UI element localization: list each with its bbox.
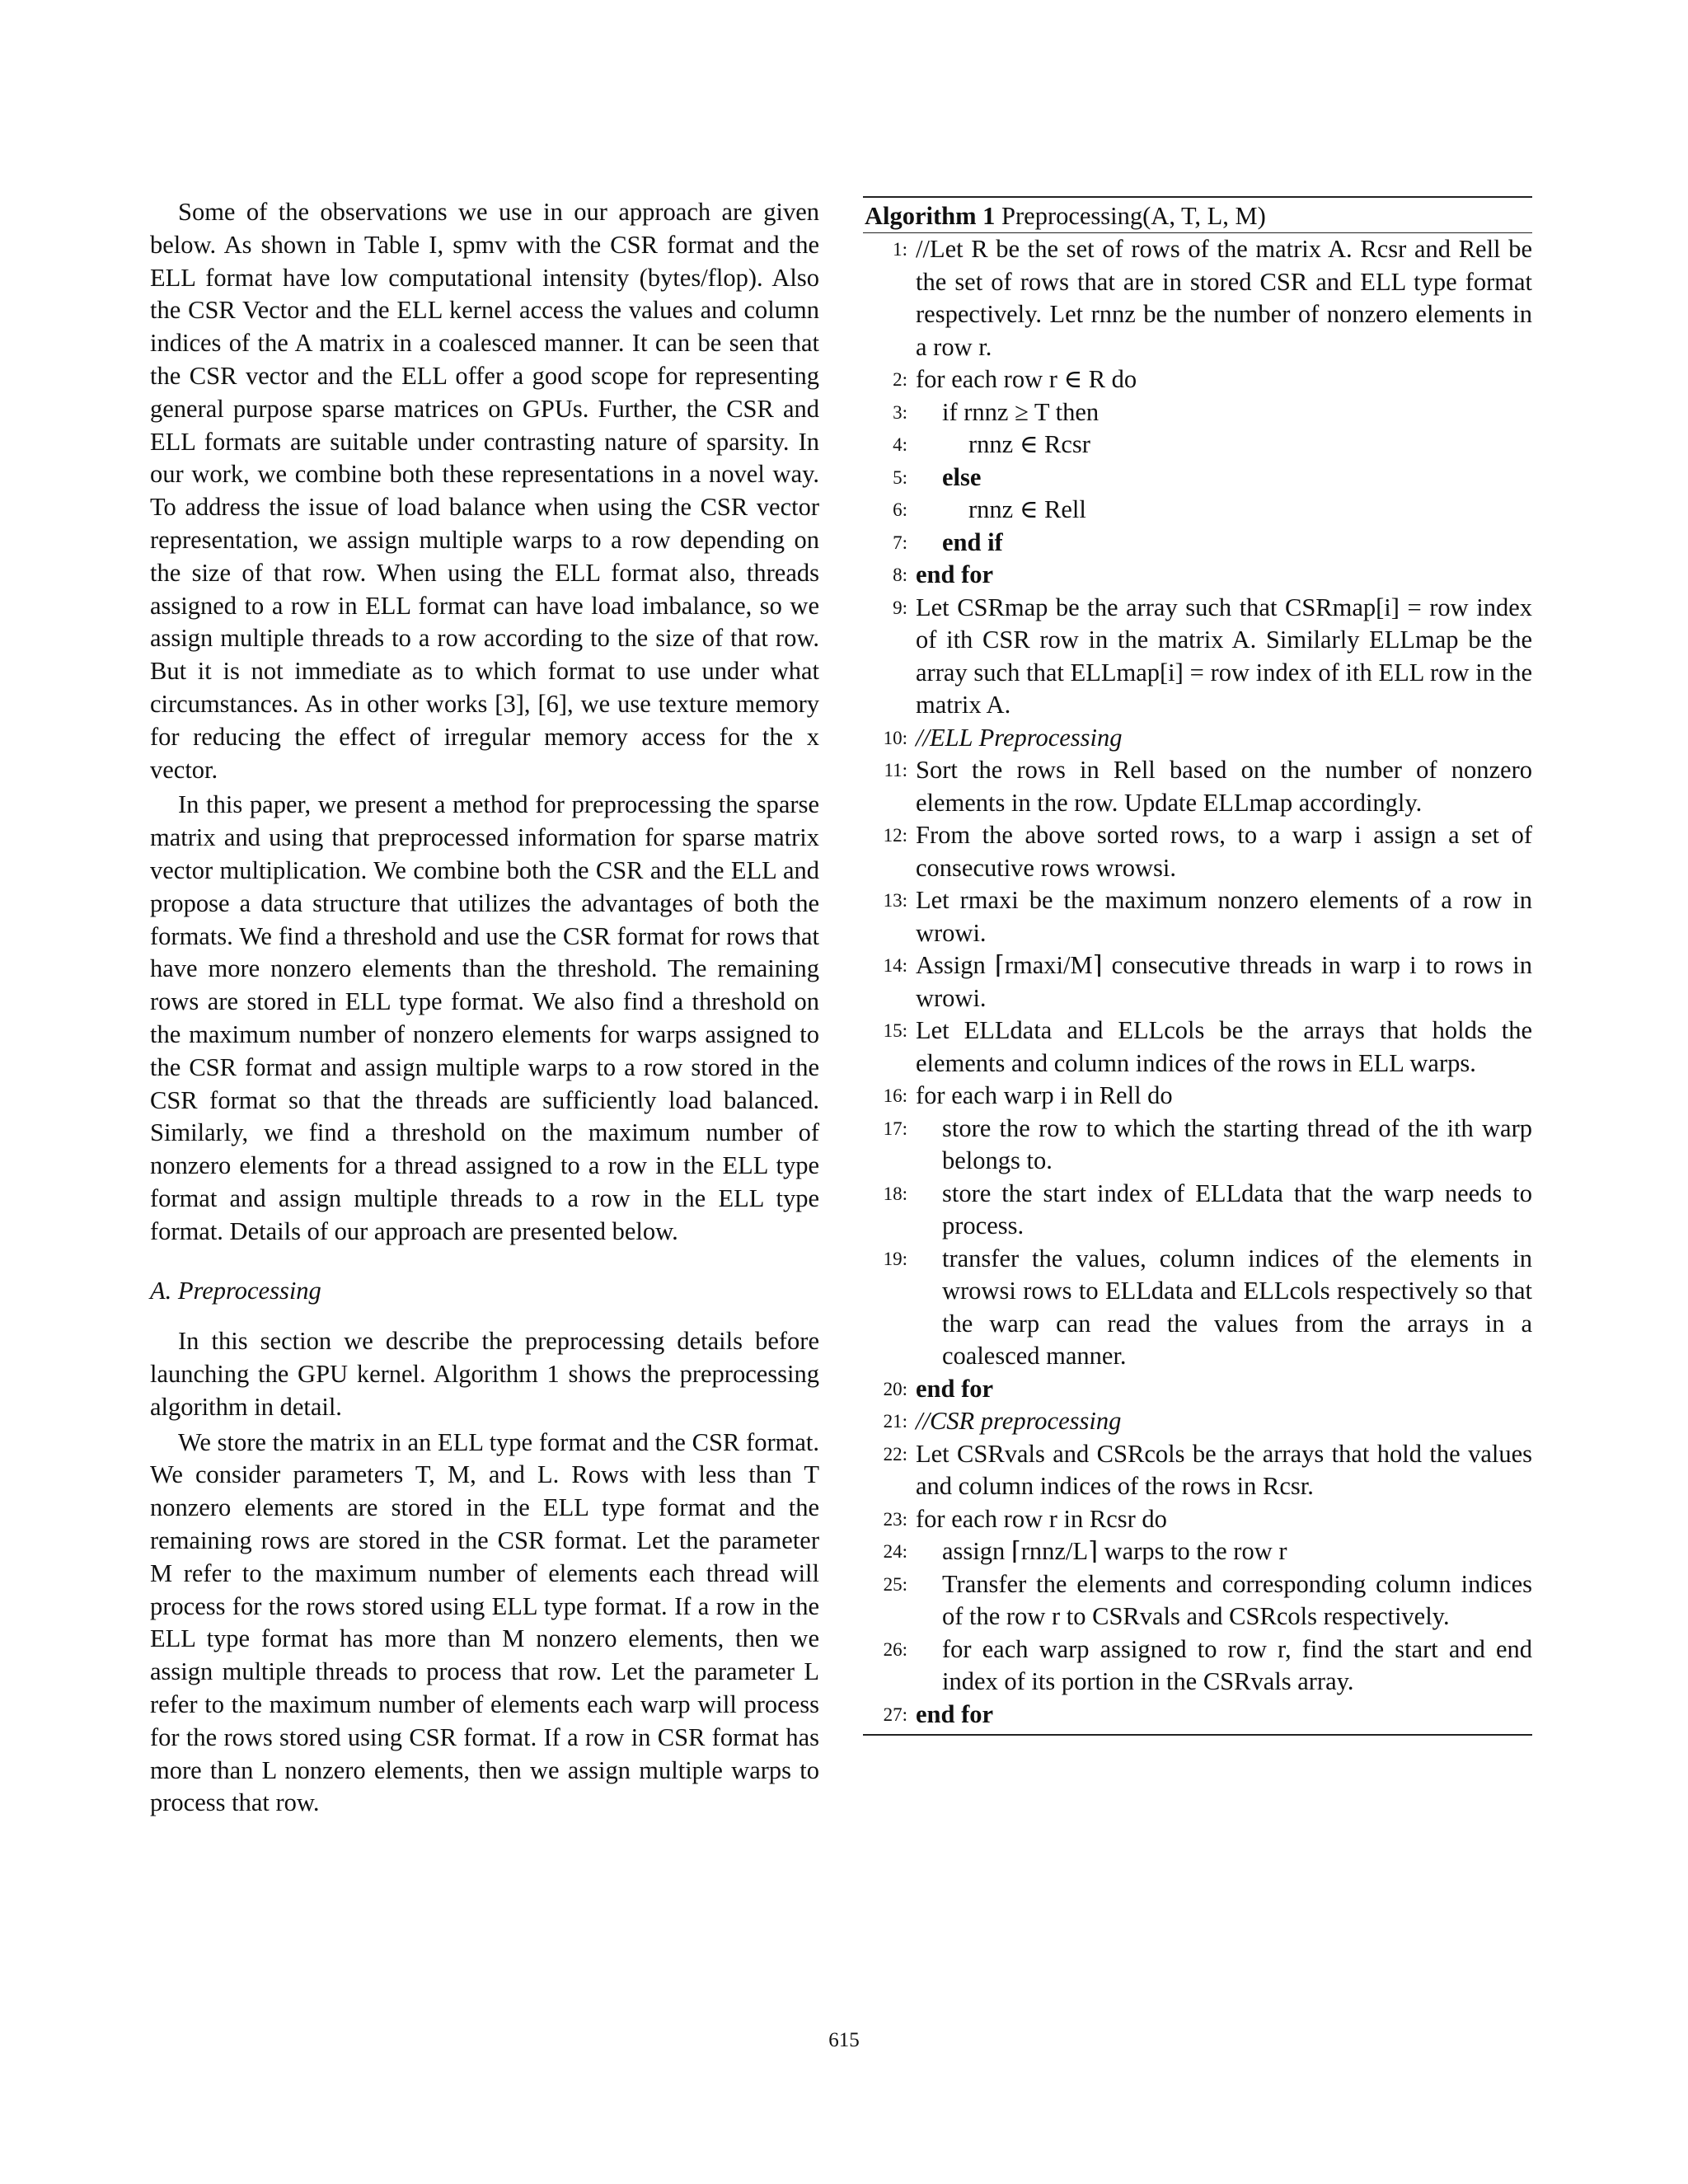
line-number: 7:	[893, 532, 907, 553]
algorithm-line	[863, 1438, 1532, 1503]
line-number: 18:	[883, 1183, 907, 1204]
line-number: 23:	[883, 1508, 907, 1530]
algorithm-block	[863, 196, 1532, 1736]
line-text: Let CSRvals and CSRcols be the arrays that hold the values and column indices of the rows in Rcsr.	[916, 1439, 1532, 1500]
line-number: 14:	[883, 955, 907, 976]
line-text: assign ⌈rnnz/L⌉ warps to the row r	[942, 1537, 1287, 1565]
line-text: end if	[942, 527, 1003, 556]
algorithm-line	[863, 494, 1532, 527]
line-number: 25:	[883, 1573, 907, 1595]
line-text: end for	[916, 560, 994, 588]
line-text: //CSR preprocessing	[916, 1407, 1122, 1435]
line-text: else	[942, 462, 982, 491]
paragraph-parameters: We store the matrix in an ELL type format and the CSR format. We consider parameters T, M, and L. Rows with less than T nonzero elements are stored in the ELL type format and the remaining rows are stored in the CSR format. Let the parameter M refer to the maximum number of elements each thread will process for the rows stored using ELL type format. If a row in the ELL type format has more than M nonzero elements, then we assign multiple threads to process that row. Let the parameter L refer to the maximum number of elements each warp will process for the rows stored using CSR format. If a row in CSR format has more than L nonzero elements, then we assign multiple warps to process that row.	[150, 1427, 819, 1817]
line-number: 8:	[893, 565, 907, 585]
line-text: Let ELLdata and ELLcols be the arrays that holds the elements and column indices of the rows in ELL warps.	[916, 1016, 1532, 1077]
line-number: 6:	[893, 499, 907, 520]
line-text: end for	[916, 1374, 994, 1403]
line-number: 9:	[893, 597, 907, 618]
algorithm-line	[863, 1699, 1532, 1732]
line-text: rnnz ∈ Rell	[968, 495, 1086, 523]
algorithm-lines	[863, 233, 1532, 1731]
line-number: 16:	[883, 1085, 907, 1106]
paragraph-observations: Some of the observations we use in our approach are given below. As shown in Table I, spmv with the CSR format and the ELL format have low computational intensity (bytes/flop). Also the CSR Vector and the ELL kernel access the values and column indices of the A matrix in a coalesced manner. It can be seen that the CSR vector and the ELL offer a good scope for representing general purpose sparse matrices on GPUs. Further, the CSR and ELL formats are suitable under contrasting nature of sparsity. In our work, we combine both these representations in a novel way. To address the issue of load balance when using the CSR vector representation, we assign multiple warps to a row depending on the size of that row. When using the ELL format also, threads assigned to a row in ELL format can have load imbalance, so we assign multiple threads to a row according to the size of that row. But it is not immediate as to which format to use under what circumstances. As in other works [3], [6], we use texture memory for reducing the effect of irregular memory access for the x vector.	[150, 198, 819, 784]
line-text: Let CSRmap be the array such that CSRmap[i] = row index of ith CSR row in the matrix A. Similarly ELLmap be the array such that ELLmap[i] = row index of ith ELL row in the matrix A.	[916, 593, 1532, 719]
paragraph-method-overview: In this paper, we present a method for preprocessing the sparse matrix and using that preprocessed information for sparse matrix vector multiplication. We combine both the CSR and the ELL and propose a data structure that utilizes the advantages of both the formats. We find a threshold and use the CSR format for rows that have more nonzero elements than the threshold. The remaining rows are stored in ELL type format. We also find a threshold on the maximum number of nonzero elements for warps assigned to the CSR format and assign multiple warps to a row stored in the CSR format so that the threads are sufficiently load balanced. Similarly, we find a threshold on the maximum number of nonzero elements for a thread assigned to a row in the ELL type format and assign multiple threads to a row in the ELL type format. Details of our approach are presented below.	[150, 790, 819, 1245]
algorithm-line	[863, 1015, 1532, 1080]
line-text: for each row r ∈ R do	[916, 365, 1137, 393]
line-number: 24:	[883, 1541, 907, 1562]
line-text: Assign ⌈rmaxi/M⌉ consecutive threads in warp i to rows in wrowi.	[916, 951, 1532, 1012]
line-text: rnnz ∈ Rcsr	[968, 430, 1090, 458]
algorithm-line	[863, 949, 1532, 1015]
algorithm-line	[863, 1243, 1532, 1373]
page-number: 615	[828, 2029, 860, 2051]
algorithm-line	[863, 819, 1532, 884]
algorithm-label: Algorithm 1	[865, 202, 996, 230]
algorithm-line	[863, 754, 1532, 819]
algorithm-line	[863, 1080, 1532, 1113]
algorithm-line	[863, 462, 1532, 494]
algorithm-line	[863, 1535, 1532, 1568]
paragraph-preprocessing-intro: In this section we describe the preprocessing details before launching the GPU kernel. Algorithm 1 shows the preprocessing algorithm in detail.	[150, 1327, 819, 1421]
algorithm-line	[863, 396, 1532, 429]
line-text: //ELL Preprocessing	[916, 723, 1123, 752]
line-number: 17:	[883, 1118, 907, 1139]
line-text: //Let R be the set of rows of the matrix A. Rcsr and Rell be the set of rows that are in stored CSR and ELL type format respectively. Let rnnz be the number of nonzero elements in a row r.	[916, 235, 1532, 361]
algorithm-title: Preprocessing(A, T, L, M)	[1001, 202, 1266, 230]
algorithm-line	[863, 527, 1532, 560]
line-text: store the row to which the starting thread of the ith warp belongs to.	[942, 1113, 1532, 1174]
line-text: if rnnz ≥ T then	[942, 397, 1100, 426]
line-text: store the start index of ELLdata that the warp needs to process.	[942, 1179, 1532, 1240]
algorithm-line	[863, 1633, 1532, 1699]
algorithm-line	[863, 559, 1532, 592]
line-text: for each warp assigned to row r, find the start and end index of its portion in the CSRvals array.	[942, 1634, 1532, 1695]
line-text: Let rmaxi be the maximum nonzero elements of a row in wrowi.	[916, 886, 1532, 947]
line-number: 15:	[883, 1020, 907, 1041]
line-number: 26:	[883, 1638, 907, 1660]
algorithm-line	[863, 722, 1532, 755]
algorithm-line	[863, 233, 1532, 363]
section-heading-preprocessing: A. Preprocessing	[150, 1276, 321, 1305]
line-text: end for	[916, 1699, 994, 1728]
algorithm-line	[863, 363, 1532, 396]
line-number: 11:	[884, 760, 907, 780]
line-text: Transfer the elements and corresponding column indices of the row r to CSRvals and CSRcols respectively.	[942, 1569, 1532, 1630]
line-text: From the above sorted rows, to a warp i assign a set of consecutive rows wrowsi.	[916, 821, 1532, 882]
line-number: 1:	[893, 239, 907, 260]
algorithm-line	[863, 1113, 1532, 1178]
line-number: 12:	[883, 825, 907, 846]
algorithm-line	[863, 884, 1532, 949]
line-number: 2:	[893, 369, 907, 390]
algorithm-line	[863, 1503, 1532, 1536]
line-number: 19:	[883, 1248, 907, 1269]
algorithm-header	[863, 198, 1532, 233]
line-number: 3:	[893, 401, 907, 423]
algorithm-line	[863, 592, 1532, 722]
line-number: 5:	[893, 466, 907, 488]
line-number: 4:	[893, 434, 907, 455]
left-column	[150, 196, 819, 1820]
line-number: 10:	[883, 727, 907, 748]
line-number: 20:	[883, 1378, 907, 1399]
algorithm-line	[863, 1178, 1532, 1243]
line-text: for each warp i in Rell do	[916, 1081, 1173, 1109]
line-number: 27:	[883, 1704, 907, 1725]
line-text: transfer the values, column indices of the elements in wrowsi rows to ELLdata and ELLcols respectively so that the warp can read the values from the arrays in a coalesced manner.	[942, 1244, 1532, 1370]
line-text: Sort the rows in Rell based on the number of nonzero elements in the row. Update ELLmap accordingly.	[916, 756, 1532, 817]
algorithm-line	[863, 429, 1532, 462]
algorithm-line	[863, 1568, 1532, 1633]
line-number: 22:	[883, 1443, 907, 1465]
algorithm-line	[863, 1405, 1532, 1438]
algorithm-line	[863, 1373, 1532, 1406]
algorithm-bottom-rule	[863, 1734, 1532, 1736]
line-text: for each row r in Rcsr do	[916, 1504, 1167, 1533]
line-number: 21:	[883, 1411, 907, 1432]
line-number: 13:	[883, 890, 907, 911]
